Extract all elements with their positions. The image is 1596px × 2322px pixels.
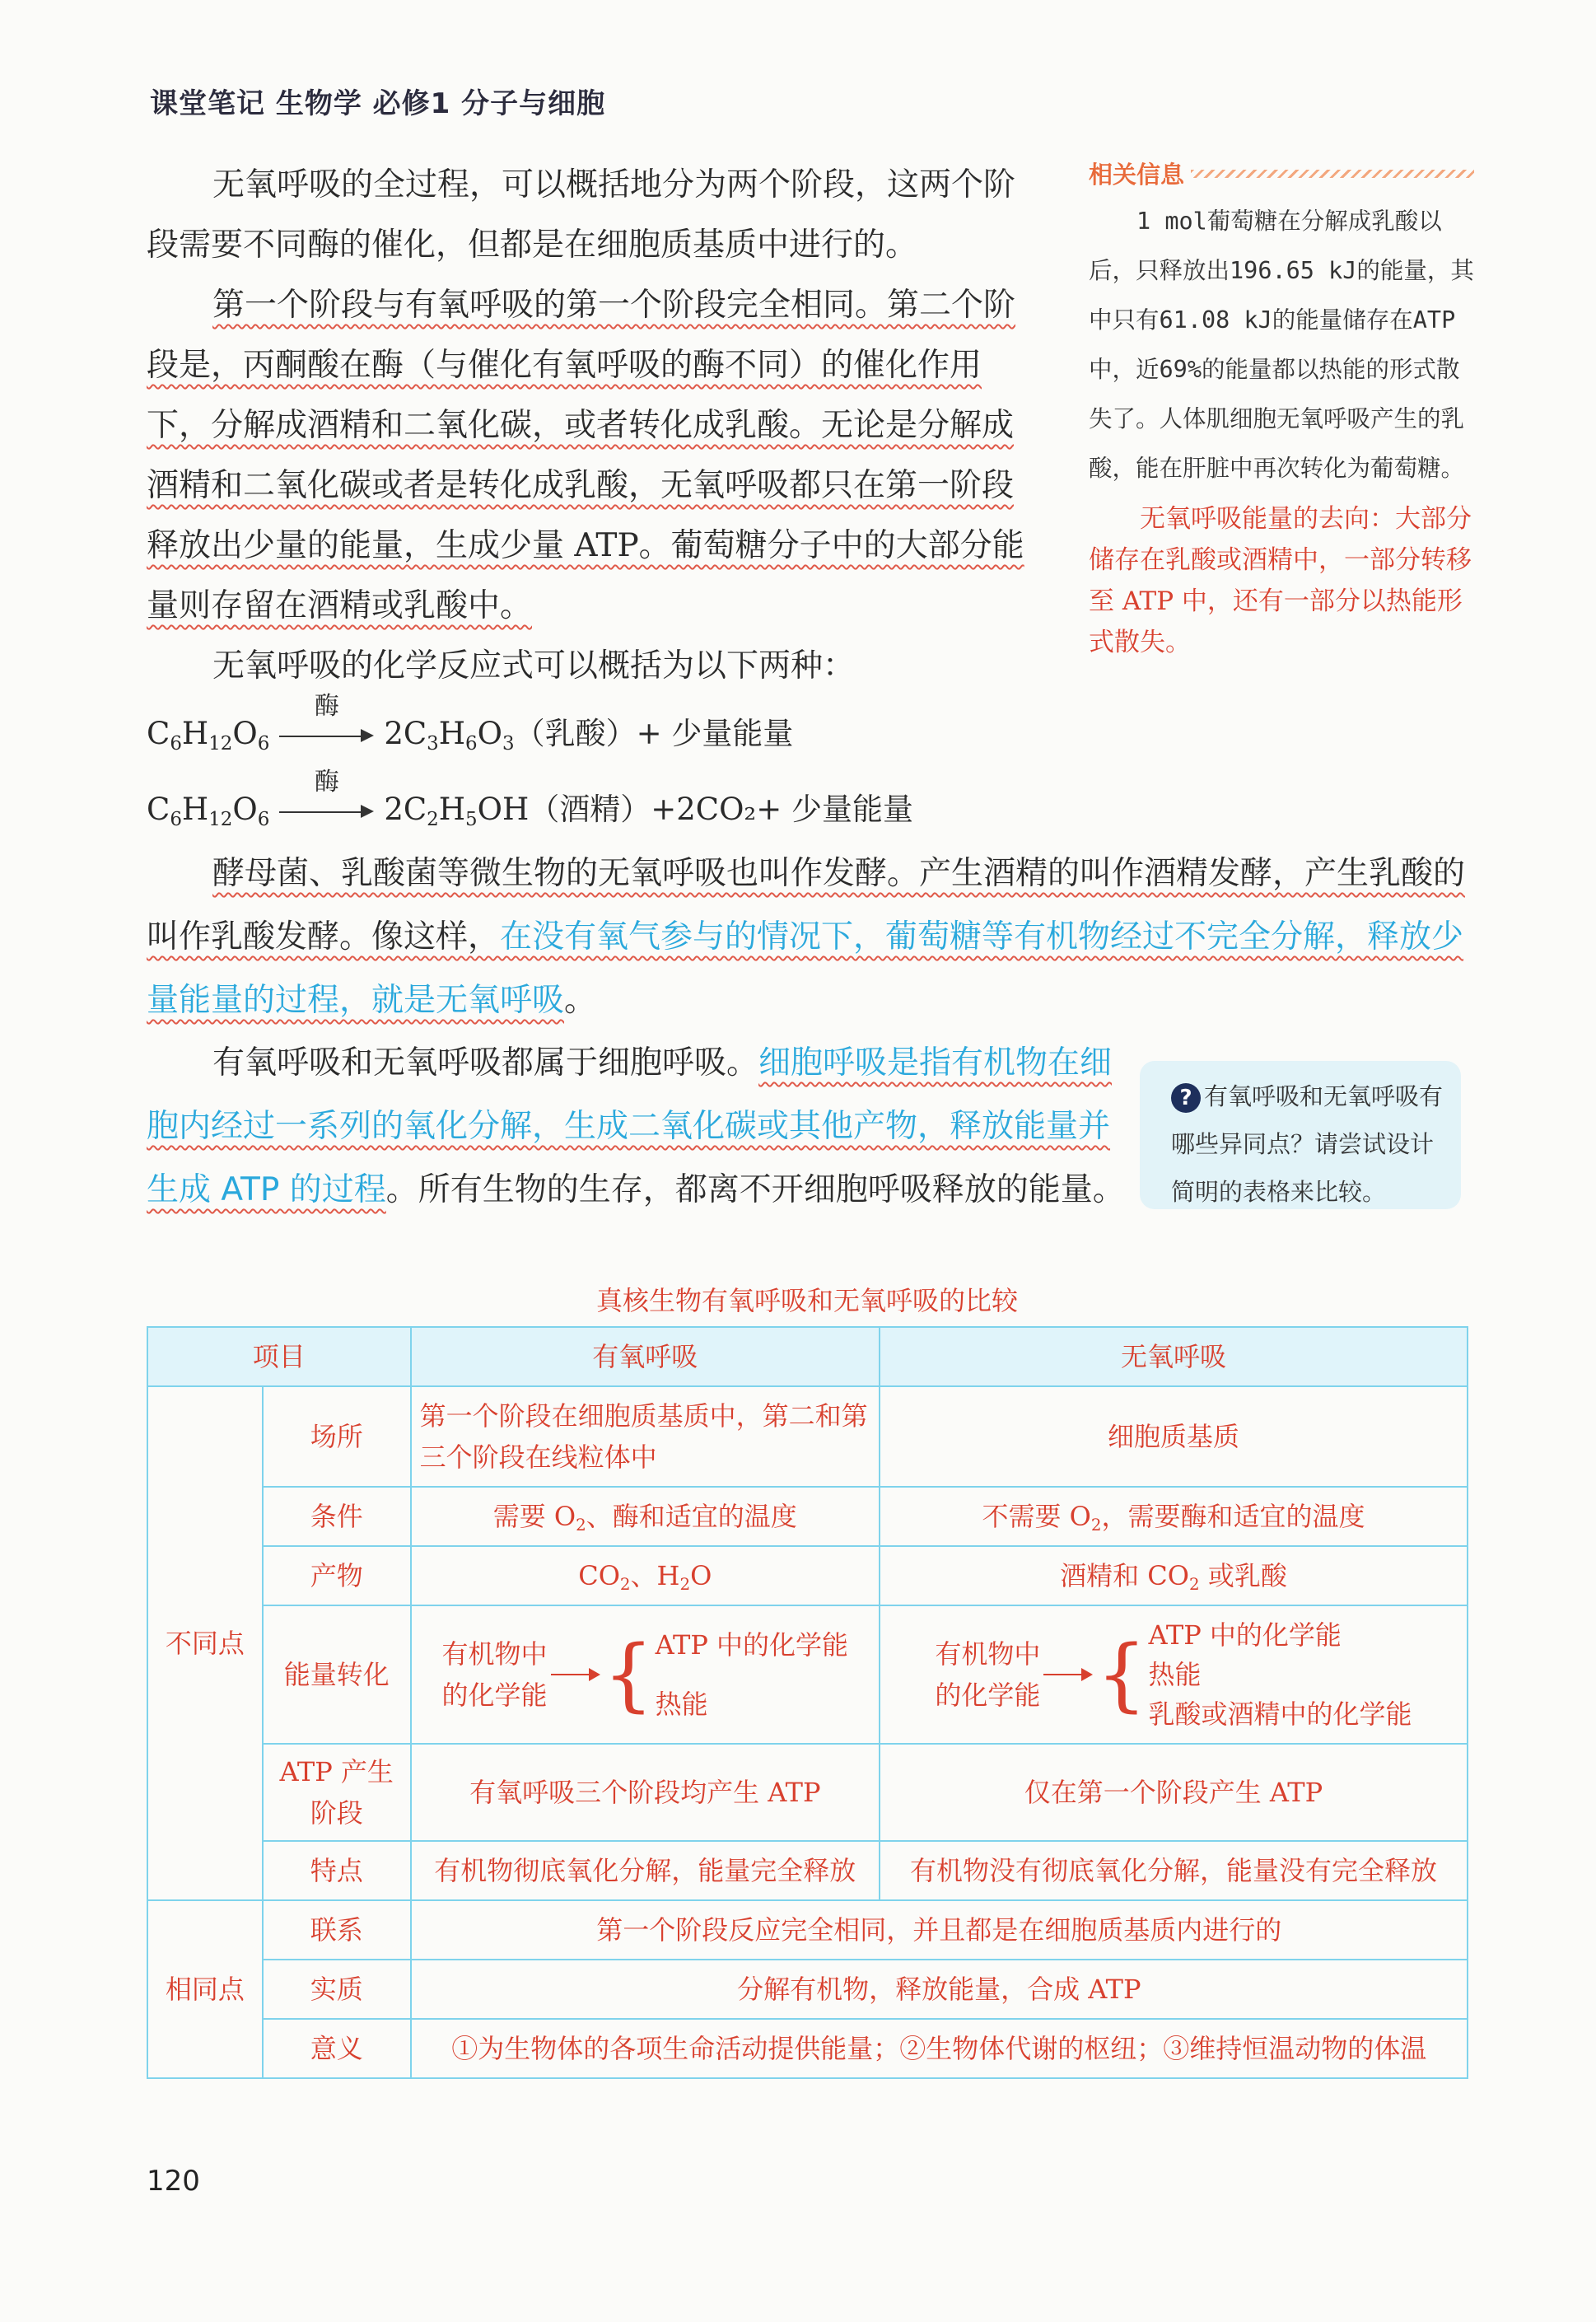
table-caption: 真核生物有氧呼吸和无氧呼吸的比较 <box>595 1285 1018 1316</box>
main-text <box>147 155 1044 848</box>
table-row: 产物 $CO_2$、$H_2O$ 酒精和 $CO_2$ 或乳酸 <box>147 1546 1468 1605</box>
energy-anaerobic: 有机物中 的化学能 { ATP 中的化学能 热能 乳酸或酒精中的化学能 <box>935 1619 1412 1730</box>
enzyme-arrow: 酶 <box>279 717 374 750</box>
cell-respiration-definition: 细胞呼吸是指有机物在细胞内经过一系列的氧化分解，生成二氧化碳或其他产物，释放能量并生成 ATP 的过程 <box>147 1044 1113 1208</box>
sidebar-note: 无氧呼吸能量的去向：大部分储存在乳酸或酒精中，一部分转移至 ATP 中，还有一部分以热能形式散失。 <box>1089 504 1472 657</box>
page-number: 120 <box>147 2165 200 2198</box>
anaerobic-definition: 在没有氧气参与的情况下，葡萄糖等有机物经过不完全分解，释放少量能量的过程，就是无氧呼吸 <box>147 918 1464 1019</box>
table-row: 不同点 场所 第一个阶段在细胞质基质中，第二和第三个阶段在线粒体中 细胞质基质 <box>147 1386 1468 1487</box>
group-same: 相同点 <box>147 1900 263 2078</box>
sidebar-related-info <box>1089 157 1474 663</box>
question-text: 有氧呼吸和无氧呼吸有哪些异同点？请尝试设计简明的表格来比较。 <box>1171 1082 1444 1206</box>
question-icon: ? <box>1171 1083 1201 1113</box>
enzyme-arrow: 酶 <box>279 793 374 826</box>
table-row: 实质 分解有机物，释放能量，合成 ATP <box>147 1960 1468 2019</box>
paragraph-1: 无氧呼吸的全过程，可以概括地分为两个阶段，这两个阶段需要不同酶的催化，但都是在细胞质基质中进行的。 <box>147 166 1016 264</box>
table-row: 意义 ①为生物体的各项生命活动提供能量；②生物体代谢的枢纽；③维持恒温动物的体温 <box>147 2019 1468 2078</box>
table-row: 相同点 联系 第一个阶段反应完全相同，并且都是在细胞质基质内进行的 <box>147 1900 1468 1960</box>
equation-lactic: $C_6H_{12}O_6$ 酶 $2C_3H_6O_3$ （乳酸）+ 少量能量 <box>147 696 1044 772</box>
table-row: ATP 产生阶段 有氧呼吸三个阶段均产生 ATP 仅在第一个阶段产生 ATP <box>147 1744 1468 1841</box>
group-diff: 不同点 <box>147 1386 263 1900</box>
table-row: 项目 有氧呼吸 无氧呼吸 <box>147 1327 1468 1386</box>
equation-alcohol: $C_6H_{12}O_6$ 酶 $2C_2H_5OH$ （酒精）+2CO₂+ 少量能量 <box>147 772 1044 848</box>
paragraph-2: 第一个阶段与有氧呼吸的第一个阶段完全相同。第二个阶段是，丙酮酸在酶（与催化有氧呼吸的酶不同）的催化作用下，分解成酒精和二氧化碳，或者转化成乳酸。无论是分解成酒精和二氧化碳或者是转化成乳酸，无氧呼吸都只在第一阶段释放出少量的能量，生成少量 ATP。葡萄糖分子中的大部分能量则存留在酒精或乳酸中。 <box>147 287 1024 624</box>
fermentation-paragraph: 酵母菌、乳酸菌等微生物的无氧呼吸也叫作发酵。产生酒精的叫作酒精发酵，产生乳酸的叫作乳酸发酵。像这样，在没有氧气参与的情况下，葡萄糖等有机物经过不完全分解，释放少量能量的过程，就是无氧呼吸。 <box>147 855 1466 1019</box>
sidebar-text: 1 mol葡萄糖在分解成乳酸以后，只释放出196.65 kJ的能量，其中只有61.08 kJ的能量储存在ATP中，近69%的能量都以热能的形式散失了。人体肌细胞无氧呼吸产生的乳酸，能在肝脏中再次转化为葡萄糖。 <box>1089 208 1474 482</box>
equation-alcohol-products: （酒精）+2CO₂+ 少量能量 <box>529 792 914 827</box>
sidebar-title: 相关信息 <box>1089 157 1474 190</box>
equation-lactic-products: （乳酸）+ 少量能量 <box>514 716 794 751</box>
table-row: 特点 有机物彻底氧化分解，能量完全释放 有机物没有彻底氧化分解，能量没有完全释放 <box>147 1841 1468 1900</box>
paragraph-3: 无氧呼吸的化学反应式可以概括为以下两种： <box>212 647 856 684</box>
table-row: 条件 需要 $O_2$、酶和适宜的温度 不需要 $O_2$，需要酶和适宜的温度 <box>147 1487 1468 1546</box>
comparison-table <box>147 1326 1468 2079</box>
cell-respiration-paragraph: 有氧呼吸和无氧呼吸都属于细胞呼吸。细胞呼吸是指有机物在细胞内经过一系列的氧化分解，生成二氧化碳或其他产物，释放能量并生成 ATP 的过程。所有生物的生存，都离不开细胞呼吸释放的能量。 <box>147 1044 1125 1208</box>
question-box <box>1140 1061 1461 1209</box>
table-row: 能量转化 有机物中 的化学能 { ATP 中的化学能 热能 有机物中 的化学能 { ATP 中的化学能 热能 乳酸或酒精中的化学能 <box>147 1605 1468 1744</box>
page-header: 课堂笔记 生物学 必修1 分子与细胞 <box>150 87 606 120</box>
energy-aerobic: 有机物中 的化学能 { ATP 中的化学能 热能 <box>441 1628 849 1721</box>
